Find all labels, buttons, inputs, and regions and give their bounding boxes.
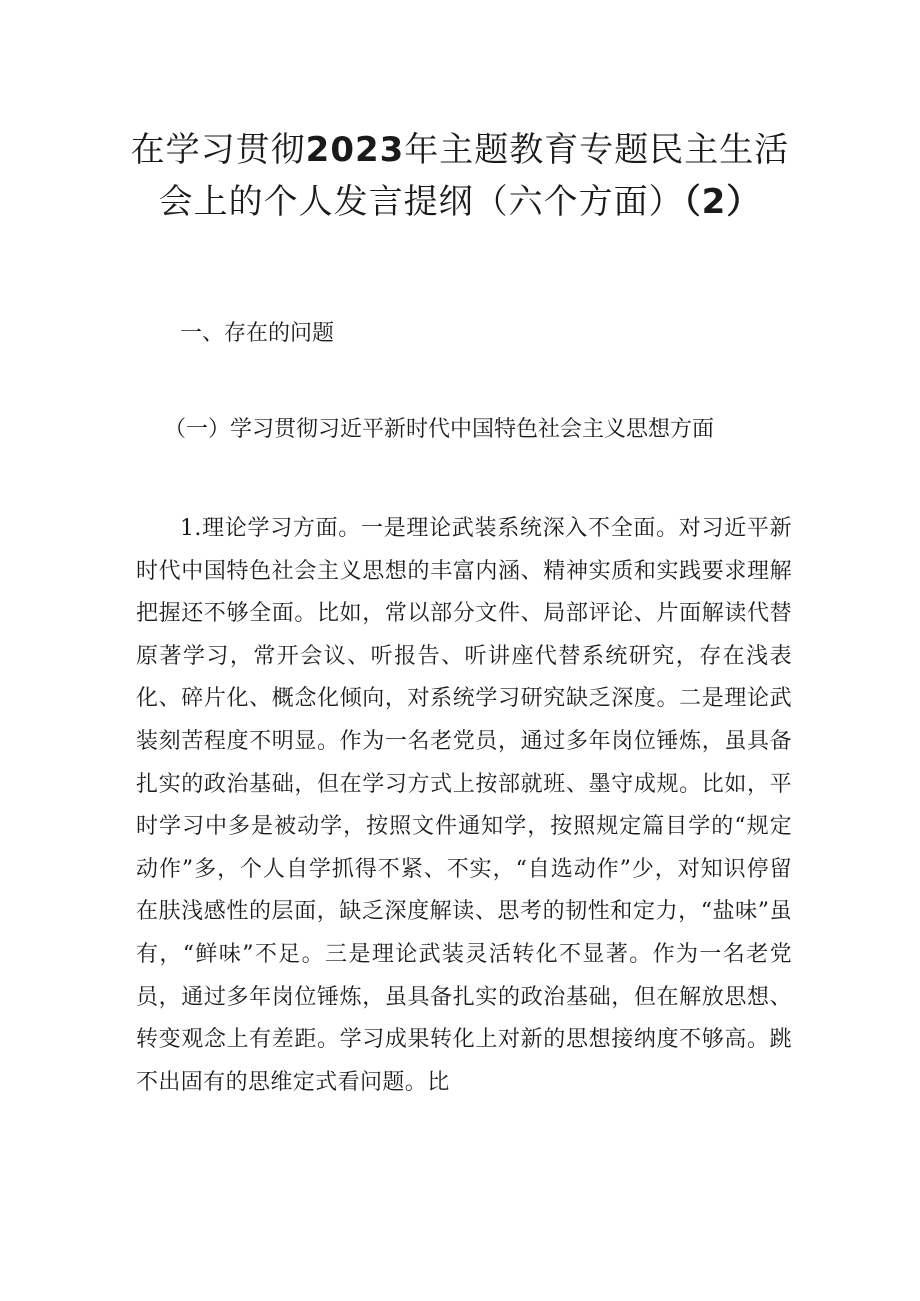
title-year: 2023 <box>305 130 405 170</box>
title-suffix: （2） <box>683 182 762 222</box>
title-part-1: 在学习贯彻 <box>130 130 306 170</box>
section-heading: 一、存在的问题 <box>180 321 335 346</box>
title-part-2: 年主题教育专题民主生活会上的个人发言提纲（六个方面） <box>158 130 790 222</box>
document-title <box>120 124 800 228</box>
subsection-heading: （一）学习贯彻习近平新时代中国特色社会主义思想方面 <box>164 417 715 442</box>
body-paragraph: 1.理论学习方面。一是理论武装系统深入不全面。对习近平新时代中国特色社会主义思想的丰富内涵、精神实质和实践要求理解把握还不够全面。比如，常以部分文件、局部评论、片面解读代替原著学习，常开会议、听报告、听讲座代替系统研究，存在浅表化、碎片化、概念化倾向，对系统学习研究缺乏深度。二是理论武装刻苦程度不明显。作为一名老党员，通过多年岗位锤炼，虽具备扎实的政治基础，但在学习方式上按部就班、墨守成规。比如，平时学习中多是被动学，按照文件通知学，按照规定篇目学的“规定动作”多，个人自学抓得不紧、不实，“自选动作”少，对知识停留在肤浅感性的层面，缺乏深度解读、思考的韧性和定力，“盐味”虽有，“鲜味”不足。三是理论武装灵活转化不显著。作为一名老党员，通过多年岗位锤炼，虽具备扎实的政治基础，但在解放思想、转变观念上有差距。学习成果转化上对新的思想接纳度不够高。跳不出固有的思维定式看问题。比 <box>136 516 792 1095</box>
